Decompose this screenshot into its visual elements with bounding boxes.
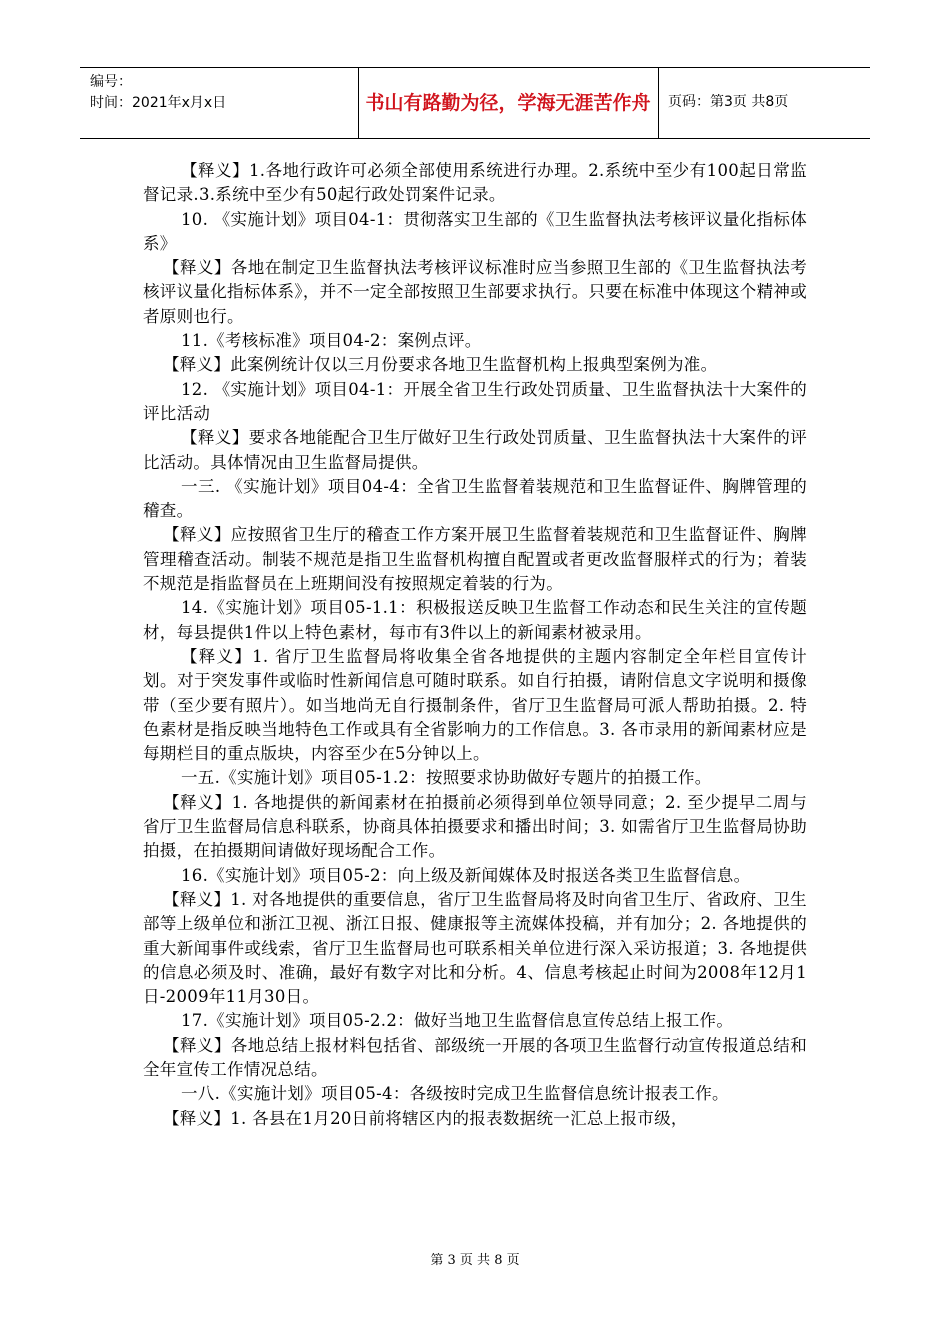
- body-paragraph: 16.《实施计划》项目05-2：向上级及新闻媒体及时报送各类卫生监督信息。: [181, 865, 751, 885]
- body-paragraph: 【释义】要求各地能配合卫生厅做好卫生行政处罚质量、卫生监督执法十大案件的评比活动。具体情况由卫生监督局提供。: [143, 428, 807, 472]
- body-paragraph: 一三. 《实施计划》项目04-4：全省卫生监督着装规范和卫生监督证件、胸牌管理的稽查。: [143, 476, 807, 521]
- document-number-label: 编号：: [90, 74, 132, 90]
- body-paragraph: 17.《实施计划》项目05-2.2：做好当地卫生监督信息宣传总结上报工作。: [181, 1011, 734, 1031]
- body-paragraph: 【释义】各地在制定卫生监督执法考核评议标准时应当参照卫生部的《卫生监督执法考核评议量化指标体系》，并不一定全部按照卫生部要求执行。只要在标准中体现这个精神或者原则也行。: [143, 258, 807, 326]
- header-meta: [90, 72, 290, 114]
- page-header: [80, 67, 870, 139]
- body-paragraph: 【释义】1. 各地提供的新闻素材在拍摄前必须得到单位领导同意；2. 至少提早二周与省厅卫生监督局信息科联系，协商具体拍摄要求和播出时间；3. 如需省厅卫生监督局协助拍摄，在拍摄期间请做好现场配合工作。: [143, 792, 807, 861]
- body-paragraph: 14.《实施计划》项目05-1.1：积极报送反映卫生监督工作动态和民生关注的宣传题材，每县提供1件以上特色素材，每市有3件以上的新闻素材被录用。: [143, 598, 807, 642]
- body-paragraph: 一八.《实施计划》项目05-4：各级按时完成卫生监督信息统计报表工作。: [181, 1084, 729, 1104]
- page-footer: 第 3 页 共 8 页: [430, 1253, 520, 1268]
- document-body: [143, 159, 807, 1131]
- body-paragraph: 11.《考核标准》项目04-2：案例点评。: [181, 331, 482, 351]
- body-paragraph: 【释义】此案例统计仅以三月份要求各地卫生监督机构上报典型案例为准。: [163, 355, 718, 375]
- body-paragraph: 【释义】1. 省厅卫生监督局将收集全省各地提供的主题内容制定全年栏目宣传计划。对于突发事件或临时性新闻信息可随时联系。如自行拍摄，请附信息文字说明和摄像带（至少要有照片）。如当地尚无自行摄制条件，省厅卫生监督局可派人帮助拍摄。2. 特色素材是指反映当地特色工作或具有全省影响力的工作信息。3. 各市录用的新闻素材应是每期栏目的重点版块，内容至少在5分钟以上。: [143, 646, 807, 764]
- body-paragraph: 【释义】1. 对各地提供的重要信息，省厅卫生监督局将及时向省卫生厅、省政府、卫生部等上级单位和浙江卫视、浙江日报、健康报等主流媒体投稿，并有加分；2. 各地提供的重大新闻事件或线索，省厅卫生监督局也可联系相关单位进行深入采访报道；3. 各地提供的信息必须及时、准确，最好有数字对比和分析。4、信息考核起止时间为2008年12月1日-2009年11月30日。: [143, 889, 807, 1007]
- body-paragraph: 10. 《实施计划》项目04-1：贯彻落实卫生部的《卫生监督执法考核评议量化指标体系》: [143, 209, 807, 253]
- header-divider: [658, 68, 659, 138]
- body-paragraph: 【释义】应按照省卫生厅的稽查工作方案开展卫生监督着装规范和卫生监督证件、胸牌管理稽查活动。制装不规范是指卫生监督机构擅自配置或者更改监督服样式的行为；着装不规范是指监督员在上班期间没有按照规定着装的行为。: [143, 525, 807, 594]
- body-paragraph: 【释义】各地总结上报材料包括省、部级统一开展的各项卫生监督行动宣传报道总结和全年宣传工作情况总结。: [143, 1035, 807, 1079]
- body-paragraph: 12. 《实施计划》项目04-1：开展全省卫生行政处罚质量、卫生监督执法十大案件的评比活动: [143, 379, 807, 423]
- body-paragraph: 【释义】1.各地行政许可必须全部使用系统进行办理。2.系统中至少有100起日常监督记录.3.系统中至少有50起行政处罚案件记录。: [143, 161, 807, 205]
- header-page-number: 页码：第3页 共8页: [668, 94, 789, 110]
- body-paragraph: 【释义】1. 各县在1月20日前将辖区内的报表数据统一汇总上报市级，: [163, 1108, 688, 1128]
- body-paragraph: 一五.《实施计划》项目05-1.2：按照要求协助做好专题片的拍摄工作。: [181, 768, 712, 788]
- header-motto: 书山有路勤为径，学海无涯苦作舟: [365, 92, 651, 114]
- document-date-label: 时间：2021年x月x日: [90, 95, 227, 111]
